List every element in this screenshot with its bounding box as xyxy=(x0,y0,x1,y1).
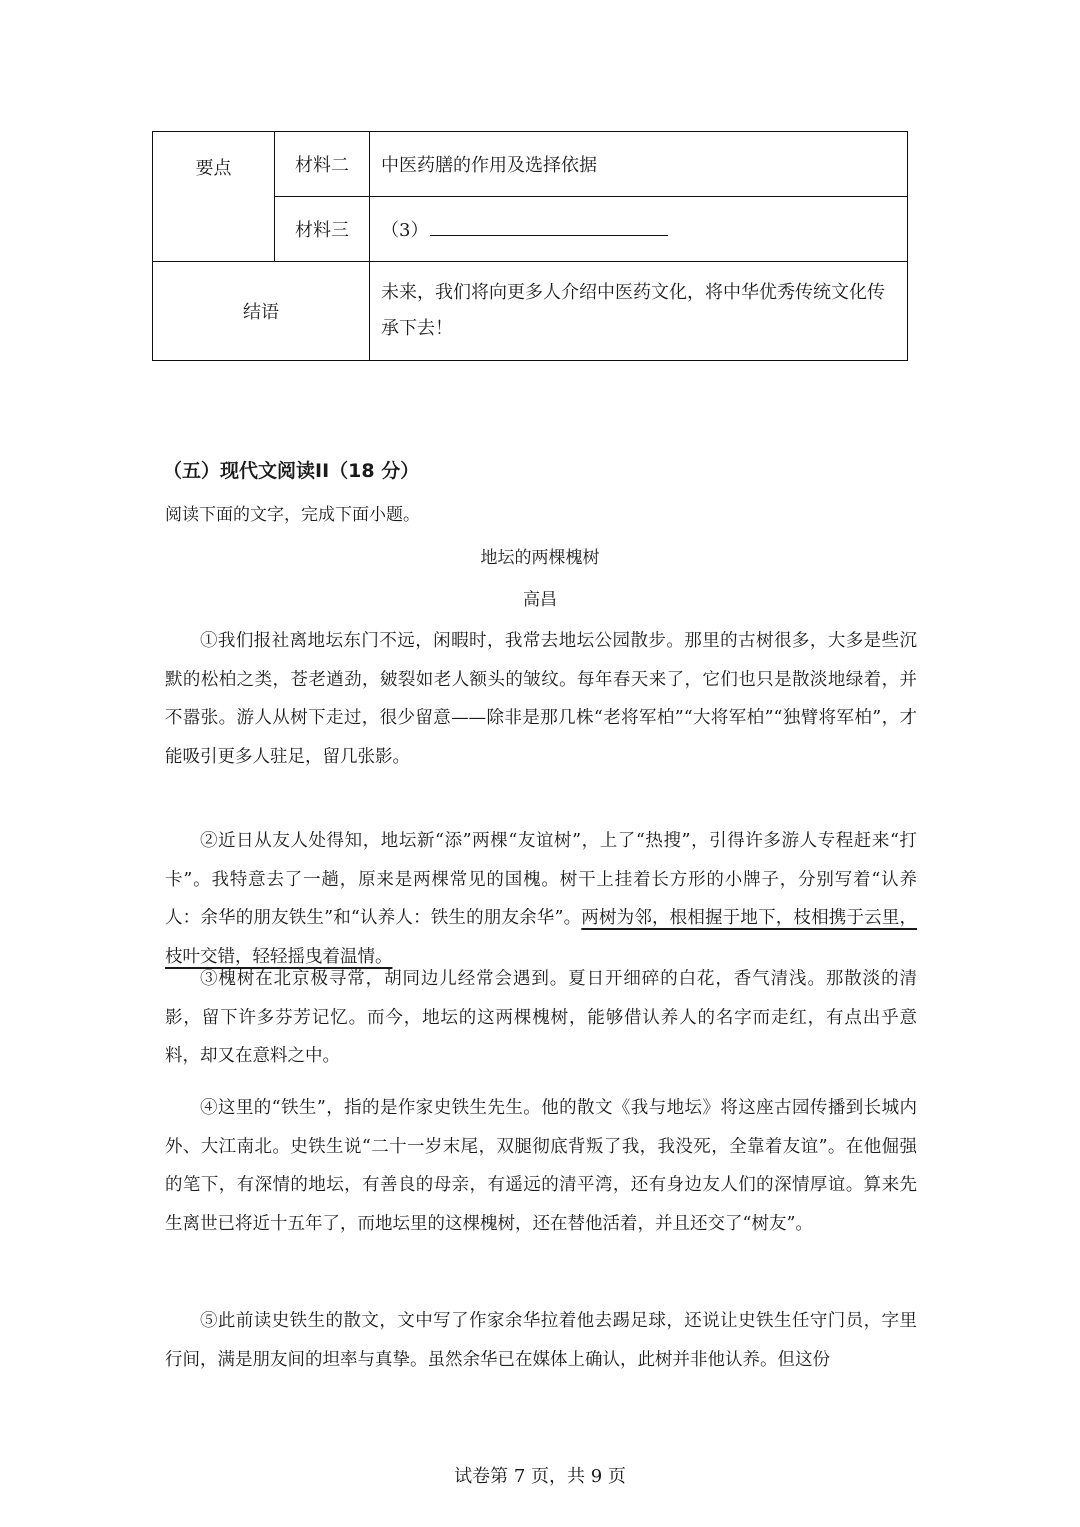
conclusion-label-cell xyxy=(153,262,370,361)
paragraph-5: ⑤此前读史铁生的散文，文中写了作家余华拉着他去踢足球，还说让史铁生任守门员，字里行间，满是朋友间的坦率与真挚。虽然余华已在媒体上确认，此树并非他认养。但这份 xyxy=(165,1311,917,1370)
paragraph-4: ④这里的“铁生”，指的是作家史铁生先生。他的散文《我与地坛》将这座古园传播到长城内外、大江南北。史铁生说“二十一岁末尾，双腿彻底背叛了我，我没死，全靠着友谊”。在他倔强的笔下，有深情的地坛，有善良的母亲，有遥远的清平湾，还有身边友人们的深情厚谊。算来先生离世已将近十五年了，而地坛里的这棵槐树，还在替他活着，并且还交了“树友”。 xyxy=(165,1098,917,1234)
article-title: 地坛的两棵槐树 xyxy=(480,548,600,568)
paragraph-1: ①我们报社离地坛东门不远，闲暇时，我常去地坛公园散步。那里的古树很多，大多是些沉默的松柏之类，苍老遒劲，皴裂如老人额头的皱纹。每年春天来了，它们也只是散淡地绿着，并不嚣张。游人从树下走过，很少留意——除非是那几株“老将军柏”“大将军柏”“独臂将军柏”，才能吸引更多人驻足，留几张影。 xyxy=(165,631,917,767)
paragraph-2-text: ②近日从友人处得知，地坛新“添”两棵“友谊树”，上了“热搜”，引得许多游人专程赶来“打卡”。我特意去了一趟，原来是两棵常见的国槐。树干上挂着长方形的小牌子，分别写着“认养人：余华的朋友铁生”和“认养人：铁生的朋友余华”。 xyxy=(165,831,917,928)
points-label: 要点 xyxy=(195,158,232,179)
material2-content-cell xyxy=(370,132,908,197)
material3-prefix: （3） xyxy=(381,220,429,241)
table-row xyxy=(153,132,908,197)
material3-label: 材料三 xyxy=(295,220,349,241)
material2-label: 材料二 xyxy=(295,155,349,176)
material2-label-cell xyxy=(275,132,370,197)
instruction-text: 阅读下面的文字，完成下面小题。 xyxy=(165,505,420,525)
paragraph-2-underlined: 两树为邻，根相握于地下，枝相携于云里，枝叶交错，轻轻摇曳着温情。 xyxy=(165,908,918,967)
material3-content-cell xyxy=(370,197,908,262)
article-author: 高昌 xyxy=(523,590,557,610)
points-label-cell xyxy=(153,132,275,262)
conclusion-label: 结语 xyxy=(243,302,279,323)
material3-label-cell xyxy=(275,197,370,262)
paragraph-3: ③槐树在北京极寻常，胡同边儿经常会遇到。夏日开细碎的白花，香气清浅。那散淡的清影，留下许多芬芳记忆。而今，地坛的这两棵槐树，能够借认养人的名字而走红，有点出乎意料，却又在意料之中。 xyxy=(165,969,917,1066)
outline-table xyxy=(152,131,908,361)
table-row xyxy=(153,262,908,361)
section-title: （五）现代文阅读II（18 分） xyxy=(163,460,420,482)
conclusion-content: 未来，我们将向更多人介绍中医药文化，将中华优秀传统文化传承下去！ xyxy=(381,282,885,339)
page-footer: 试卷第 7 页，共 9 页 xyxy=(454,1466,626,1487)
conclusion-content-cell xyxy=(370,262,908,361)
answer-blank-line[interactable] xyxy=(430,217,668,236)
paragraph-2 xyxy=(165,822,917,976)
material2-content: 中医药膳的作用及选择依据 xyxy=(381,155,597,176)
